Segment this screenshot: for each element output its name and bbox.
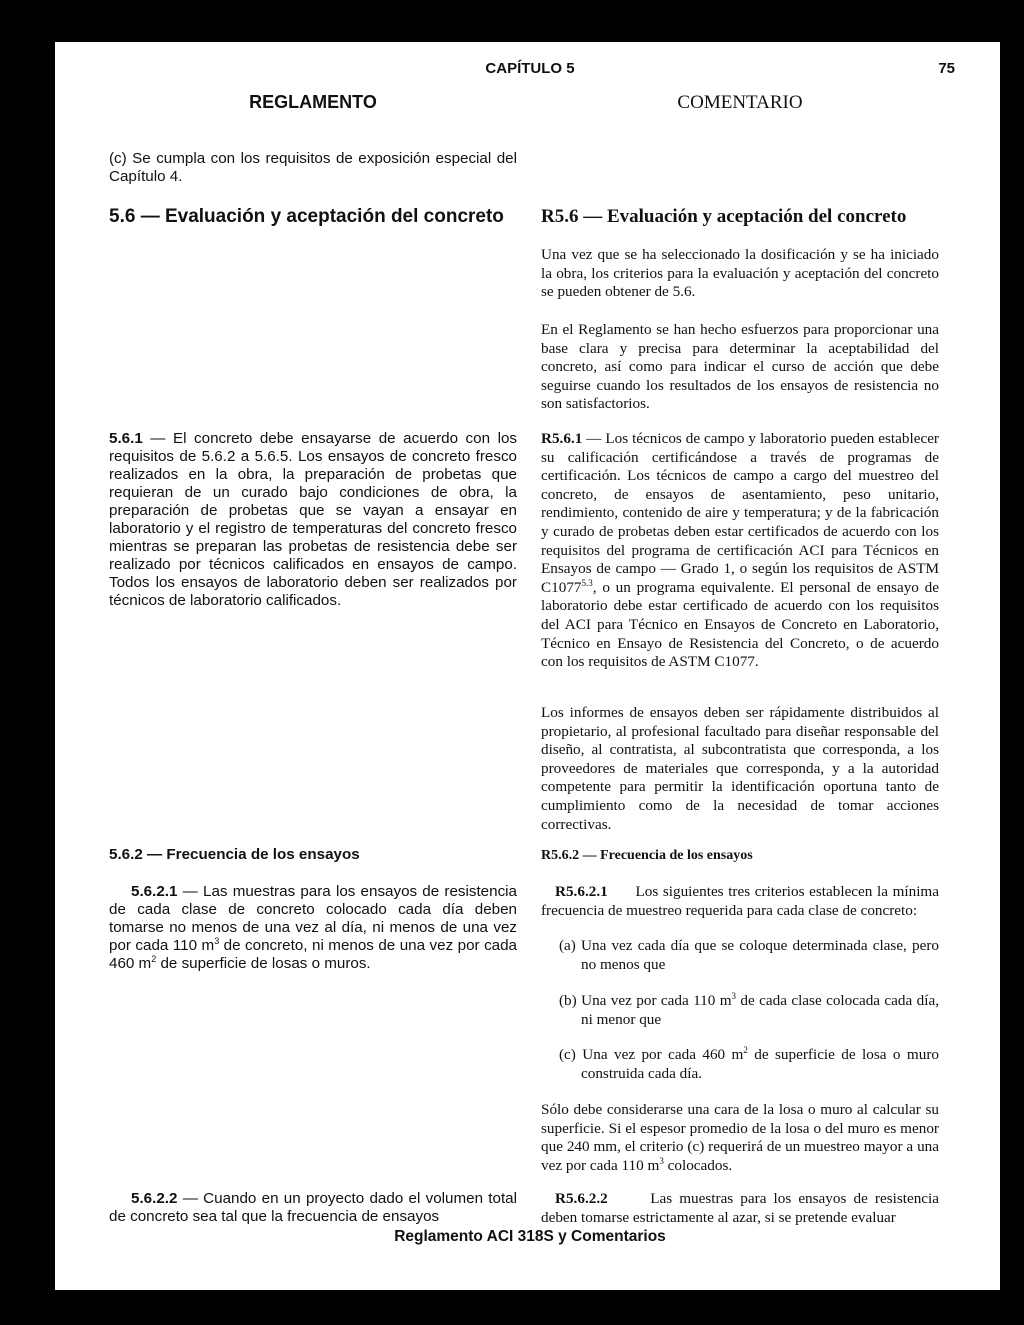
section-text: Los siguientes tres criterios establecen la mínima frecuencia de muestreo requerida para cada clase de concreto: xyxy=(541,883,939,919)
section-number: 5.6.2.1 xyxy=(131,883,178,900)
chapter-header: CAPÍTULO 5 xyxy=(485,60,575,77)
section-text: — Las muestras para los ensayos de resistencia de cada clase de concreto colocado cada día deben tomarse no menos de una vez al día, ni menos de una vez por cada 110 m xyxy=(109,883,517,954)
list-item-c xyxy=(541,1046,939,1083)
heading-text: 5.6.2 — Frecuencia de los ensayos xyxy=(109,846,360,863)
section-text: Las muestras para los ensayos de resistencia deben tomarse estrictamente al azar, si se pretende evaluar xyxy=(541,1190,939,1226)
commentary-r5-6-2-heading: R5.6.2 — Frecuencia de los ensayos xyxy=(541,848,753,863)
item-c: (c) Se cumpla con los requisitos de exposición especial del Capítulo 4. xyxy=(109,150,517,185)
commentary-r5-6-2-1 xyxy=(541,883,939,920)
page-footer: Reglamento ACI 318S y Comentarios xyxy=(394,1228,666,1245)
commentary-r5-6-heading: R5.6 — Evaluación y aceptación del concreto xyxy=(541,206,907,227)
commentary-r5-6-1 xyxy=(541,430,939,672)
list-item-text: de cada clase colocada cada día, ni menor que xyxy=(581,992,939,1028)
section-number: 5.6.2.2 xyxy=(131,1190,178,1207)
superscript: 2 xyxy=(743,1044,748,1055)
commentary-paragraph xyxy=(541,1101,939,1175)
paragraph-text: Sólo debe considerarse una cara de la losa o muro al calcular su superficie. Si el espesor promedio de la losa o del muro es menor que 240 mm, el criterio (c) requerirá de un muestreo mayor a una vez por cada 110 m xyxy=(541,1101,939,1174)
superscript: 3 xyxy=(731,990,737,1001)
section-number: 5.6.1 xyxy=(109,430,143,447)
commentary-paragraph: Una vez que se ha seleccionado la dosificación y se ha iniciado la obra, los criterios para la evaluación y aceptación del concreto se pueden obtener de 5.6. xyxy=(541,246,939,301)
list-item-text: (a) Una vez cada día que se coloque determinada clase, pero no menos que xyxy=(559,937,939,973)
list-item-a xyxy=(541,937,939,974)
superscript: 2 xyxy=(151,953,157,964)
list-item-text: (c) Una vez por cada 460 m xyxy=(559,1046,744,1063)
right-column-title: COMENTARIO xyxy=(677,92,803,113)
section-text: de superficie de losas o muros. xyxy=(156,955,371,972)
section-number: R5.6.1 xyxy=(541,430,583,447)
list-item-b xyxy=(541,992,939,1029)
paragraph-text: colocados. xyxy=(663,1156,733,1174)
commentary-r5-6-2-2 xyxy=(541,1190,939,1227)
section-text: de concreto, ni menos de una vez por cada 460 m xyxy=(109,937,518,972)
section-text: , o un programa equivalente. El personal de ensayo de laboratorio debe estar certificado de acuerdo con los requisitos del ACI para Técnico en Ensayos de Concreto en Laboratorio, Técnico en Ensayo de Resistencia del Concreto, o de acuerdo con los requisitos de ASTM C1077. xyxy=(541,578,939,671)
commentary-paragraph: En el Reglamento se han hecho esfuerzos para proporcionar una base clara y precisa para determinar la aceptabilidad del concreto, así como para indicar el curso de acción que debe seguirse cuando los resultados de los ensayos de resistencia no son satisfactorios. xyxy=(541,321,939,413)
section-text: — Los técnicos de campo y laboratorio pueden establecer su calificación certificándose a través de programas de certificación. Los técnicos de campo a cargo del muestreo del concreto, de ensayos de asentamiento, peso unitario, rendimiento, contenido de aire y temperatura; y de la fabricación y curado de probetas deben estar certificados de acuerdo con los requisitos del programa de certificación ACI para Técnicos en Ensayos de campo — Grado 1, o según los requisitos de ASTM C1077 xyxy=(541,430,939,596)
section-5-6-2-1 xyxy=(109,883,517,973)
section-5-6-2-heading xyxy=(109,846,517,864)
superscript: 3 xyxy=(659,1155,664,1166)
superscript: 3 xyxy=(214,935,220,946)
commentary-paragraph: Los informes de ensayos deben ser rápidamente distribuidos al propietario, al profesional facultado para diseñar responsable del diseño, al contratista, al subcontratista que corresponda, a los proveedores de materiales que corresponda, y a la autoridad competente para permitir la identificación oportuna tanto de cumplimiento como de la necesidad de tomar acciones correctivas. xyxy=(541,704,939,833)
section-text: — Cuando en un proyecto dado el volumen total de concreto sea tal que la frecuencia de ensayos xyxy=(109,1190,517,1225)
left-column-title: REGLAMENTO xyxy=(249,92,377,112)
list-item-text: de superficie de losa o muro construida cada día. xyxy=(581,1046,939,1082)
section-5-6-1 xyxy=(109,430,517,610)
section-5-6-heading: 5.6 — Evaluación y aceptación del concreto xyxy=(109,206,504,227)
section-text: — El concreto debe ensayarse de acuerdo con los requisitos de 5.6.2 a 5.6.5. Los ensayos de concreto fresco realizados en la obra, la preparación de probetas que requieran de un curado bajo condiciones de obra, la preparación de probetas que se vayan a ensayar en laboratorio y el registro de temperaturas del concreto fresco mientras se preparan las probetas de resistencia debe ser realizado por técnicos calificados en ensayos de campo. Todos los ensayos de laboratorio deben ser realizados por técnicos de laboratorio calificados. xyxy=(109,430,517,609)
page-number: 75 xyxy=(938,60,955,77)
section-5-6-2-2 xyxy=(109,1190,517,1226)
section-number: R5.6.2.1 xyxy=(555,883,608,900)
list-item-text: (b) Una vez por cada 110 m xyxy=(559,992,732,1009)
superscript: 5.3 xyxy=(581,577,593,588)
document-page xyxy=(55,42,1000,1290)
section-number: R5.6.2.2 xyxy=(555,1190,608,1207)
